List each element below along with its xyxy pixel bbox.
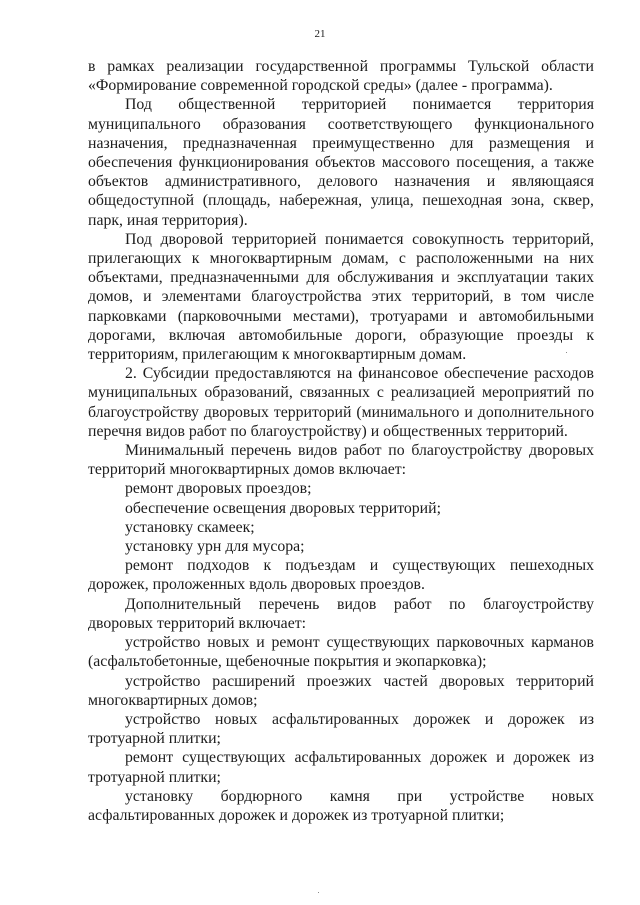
- list-item-additional-4: ремонт существующих асфальтированных дорожек и дорожек из тротуарной плитки;: [88, 749, 594, 786]
- paragraph-public-territory-definition: Под общественной территорией понимается территория муниципального образования соответствующего функционального назначения, предназначенная преимущественно для размещения и обеспечения функционирования объектов массового посещения, а также объектов административного, делового назначения и являющаяся общедоступной (площадь, набережная, улица, пешеходная зона, сквер, парк, иная территория).: [88, 96, 594, 229]
- paragraph-subsidies: 2. Субсидии предоставляются на финансовое обеспечение расходов муниципальных образований, связанных с реализацией мероприятий по благоустройству дворовых территорий (минимального и дополнительного перечня видов работ по благоустройству) и общественных территорий.: [88, 365, 594, 440]
- list-item-additional-2: устройство расширений проезжих частей дворовых территорий многоквартирных домов;: [88, 672, 594, 709]
- list-item-minimal-3: установку скамеек;: [125, 518, 255, 536]
- paragraph-courtyard-territory-definition: Под дворовой территорией понимается совокупность территорий, прилегающих к многоквартирным домам, с расположенными на них объектами, предназначенными для обслуживания и эксплуатации таких домов, и элементами благоустройства этих территорий, в том числе парковками (парковочными местами), тротуарами и автомобильными дорогами, включая автомобильные дороги, образующие проезды к территориям, прилегающим к многоквартирным домам.: [88, 230, 594, 364]
- list-item-minimal-1: ремонт дворовых проездов;: [125, 480, 312, 498]
- scan-speck: [318, 892, 319, 893]
- document-body: [88, 57, 594, 825]
- list-item-additional-1: устройство новых и ремонт существующих парковочных карманов (асфальтобетонные, щебеночные покрытия и экопарковка);: [88, 634, 594, 671]
- paragraph-minimal-list-intro: Минимальный перечень видов работ по благоустройству дворовых территорий многоквартирных домов включает:: [88, 442, 594, 479]
- paragraph-program-reference: в рамках реализации государственной программы Тульской области «Формирование современной городской среды» (далее - программа).: [88, 58, 594, 95]
- list-item-additional-5: установку бордюрного камня при устройстве новых асфальтированных дорожек и дорожек из тротуарной плитки;: [88, 787, 594, 824]
- list-item-additional-3: устройство новых асфальтированных дорожек и дорожек из тротуарной плитки;: [88, 710, 594, 748]
- list-item-minimal-5: ремонт подходов к подъездам и существующих пешеходных дорожек, проложенных вдоль дворовых проездов.: [88, 557, 594, 594]
- paragraph-additional-list-intro: Дополнительный перечень видов работ по благоустройству дворовых территорий включает:: [88, 595, 594, 632]
- page-number: 21: [314, 28, 326, 40]
- scan-speck: [566, 352, 567, 353]
- list-item-minimal-4: установку урн для мусора;: [125, 538, 305, 556]
- list-item-minimal-2: обеспечение освещения дворовых территорий;: [125, 499, 441, 517]
